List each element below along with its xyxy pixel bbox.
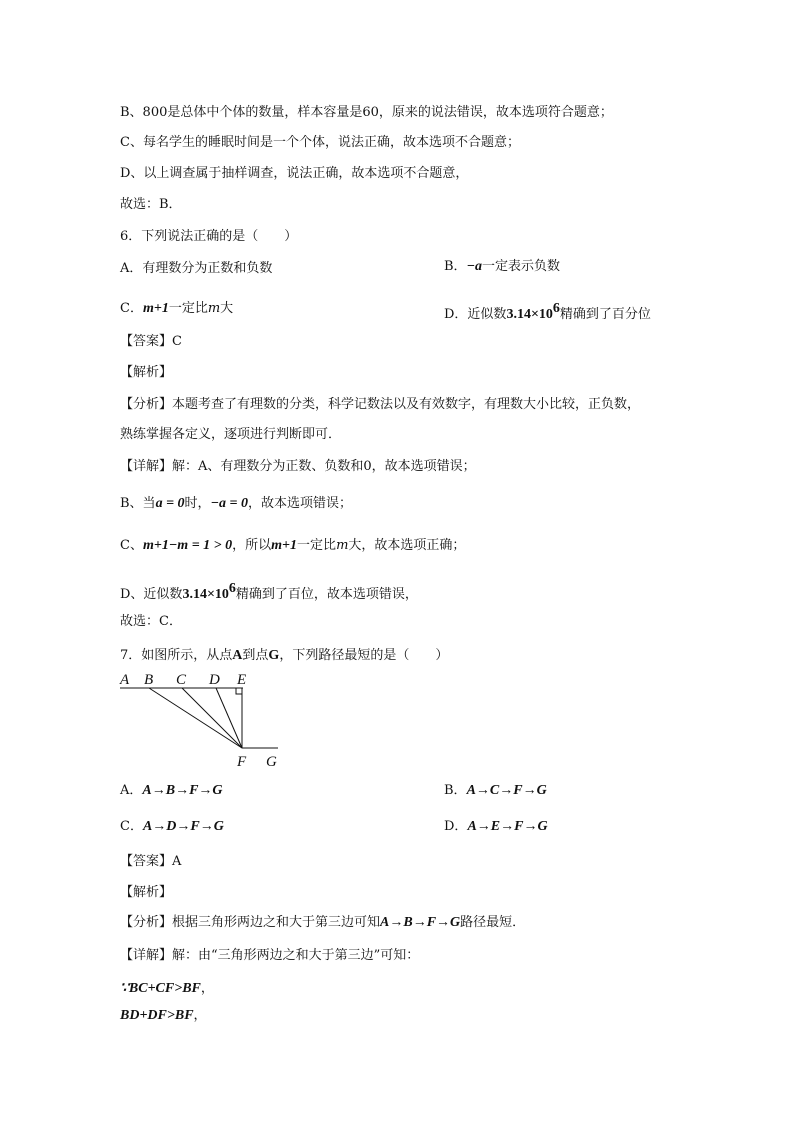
q7-detail: 【详解】解：由“三角形两边之和大于第三边”可知： — [120, 948, 420, 963]
q6-option-a: A．有理数分为正数和负数 — [120, 261, 273, 276]
prev-option-d-explanation: D、以上调查属于抽样调查，说法正确，故本选项不合题意， — [120, 166, 469, 181]
q6-detail-b-math1: a = 0 — [155, 496, 185, 511]
q7-stem-point-a: A — [232, 648, 243, 663]
segment-bf — [149, 688, 242, 748]
q7-option-b-label: B． — [444, 783, 467, 798]
q6-selection: 故选：C． — [120, 614, 182, 629]
q7-inequality-2 — [120, 1007, 207, 1025]
q6-option-b-text: 一定表示负数 — [482, 259, 561, 274]
q6-detail-c-math1: m+1−m = 1 > 0 — [142, 538, 233, 553]
q7-analysis — [120, 914, 525, 932]
q6-option-d-label: D．近似数 — [444, 307, 507, 322]
q6-option-d-text: 精确到了百分位 — [559, 307, 651, 322]
label-e: E — [237, 672, 247, 688]
q6-detail-c-text3: 一定比 — [297, 538, 337, 553]
q7-option-b-path: A→C→F→G — [466, 783, 547, 798]
prev-option-c-explanation: C、每名学生的睡眠时间是一个个体，说法正确，故本选项不合题意； — [120, 135, 520, 150]
label-b: B — [144, 672, 154, 688]
q6-stem: 6．下列说法正确的是（ ） — [120, 229, 298, 244]
q6-analysis-line2: 熟练掌握各定义，逐项进行判断即可． — [120, 427, 342, 442]
right-angle-mark — [236, 688, 242, 694]
q7-analysis-text1: 【分析】根据三角形两边之和大于第三边可知 — [120, 915, 381, 930]
q6-detail-c — [120, 537, 465, 555]
q7-analysis-heading: 【解析】 — [120, 885, 173, 900]
q6-detail-b-text3: ，故本选项错误； — [248, 496, 353, 511]
q7-stem-text2: 到点 — [242, 648, 269, 663]
q7-stem-text3: ，下列路径最短的是（ ） — [279, 648, 449, 663]
segment-cf — [182, 688, 242, 748]
label-c: C — [176, 672, 187, 688]
q6-option-c-label: C． — [120, 301, 143, 316]
q6-analysis-heading: 【解析】 — [120, 365, 173, 380]
q6-option-d — [444, 300, 651, 324]
q7-analysis-path: A→B→F→G — [380, 915, 461, 930]
q7-option-a — [120, 782, 223, 800]
q6-detail-a: 【详解】解：A、有理数分为正数、负数和0，故本选项错误； — [120, 459, 476, 474]
q7-inequality-1-tail: ， — [200, 981, 214, 996]
q7-analysis-text2: 路径最短． — [460, 915, 526, 930]
q6-detail-c-math2: m+1 — [271, 538, 298, 553]
q6-answer: 【答案】C — [120, 334, 182, 349]
q7-option-d-path: A→E→F→G — [467, 819, 548, 834]
q6-option-c-text2: 大 — [220, 301, 234, 316]
prev-selection: 故选：B． — [120, 197, 182, 212]
label-a: A — [120, 672, 130, 688]
q7-stem-text1: 7．如图所示，从点 — [120, 648, 233, 663]
label-f: F — [237, 754, 247, 770]
q6-option-d-exp: 6 — [552, 301, 560, 316]
q7-stem — [120, 647, 448, 665]
q6-option-b-label: B． — [444, 259, 467, 274]
q6-detail-d-text2: 精确到了百位，故本选项错误， — [235, 587, 418, 602]
q7-option-d-label: D． — [444, 819, 468, 834]
q6-option-d-num: 3.14×10 — [506, 307, 553, 322]
label-g: G — [266, 754, 277, 770]
segment-df — [216, 688, 242, 748]
q6-detail-d-text1: D、近似数 — [120, 587, 183, 602]
q6-detail-b-text2: 时， — [184, 496, 211, 511]
q7-option-b — [444, 782, 547, 800]
label-d: D — [209, 672, 220, 688]
q7-option-c-label: C． — [120, 819, 143, 834]
q7-option-c — [120, 818, 224, 836]
q6-analysis-line1: 【分析】本题考查了有理数的分类，科学记数法以及有效数字，有理数大小比较，正负数， — [120, 397, 641, 412]
q6-detail-b-math2: −a = 0 — [210, 496, 249, 511]
q6-detail-d-num: 3.14×10 — [182, 587, 229, 602]
q6-option-c — [120, 300, 233, 318]
q7-inequality-1-math: ∵BC+CF>BF — [120, 981, 201, 996]
q6-detail-b-text1: B、当 — [120, 496, 156, 511]
q6-option-b — [444, 258, 560, 276]
q6-detail-b — [120, 495, 352, 513]
geometry-figure — [118, 668, 288, 770]
q7-option-a-label: A． — [120, 783, 143, 798]
q6-option-b-math: −a — [466, 259, 483, 274]
q7-inequality-2-math: BD+DF>BF — [120, 1008, 194, 1023]
q6-detail-d-exp: 6 — [228, 581, 236, 596]
prev-option-b-explanation: B、800是总体中个体的数量，样本容量是60，原来的说法错误，故本选项符合题意； — [120, 105, 613, 120]
q6-detail-c-text1: C、 — [120, 538, 143, 553]
q6-detail-c-text4: 大，故本选项正确； — [348, 538, 466, 553]
q7-inequality-1 — [120, 980, 214, 998]
q6-option-c-math: m+1 — [142, 301, 169, 316]
q7-option-a-path: A→B→F→G — [142, 783, 223, 798]
q6-detail-c-text2: ，所以 — [232, 538, 272, 553]
q7-option-d — [444, 818, 548, 836]
q6-option-c-text1: 一定比 — [168, 301, 208, 316]
q7-option-c-path: A→D→F→G — [142, 819, 224, 834]
q7-inequality-2-tail: ， — [193, 1008, 207, 1023]
q6-detail-d — [120, 580, 418, 604]
q7-stem-point-g: G — [268, 648, 280, 663]
q7-answer: 【答案】A — [120, 854, 182, 869]
q6-detail-c-var: m — [336, 538, 349, 553]
q6-option-c-var: m — [207, 301, 221, 316]
